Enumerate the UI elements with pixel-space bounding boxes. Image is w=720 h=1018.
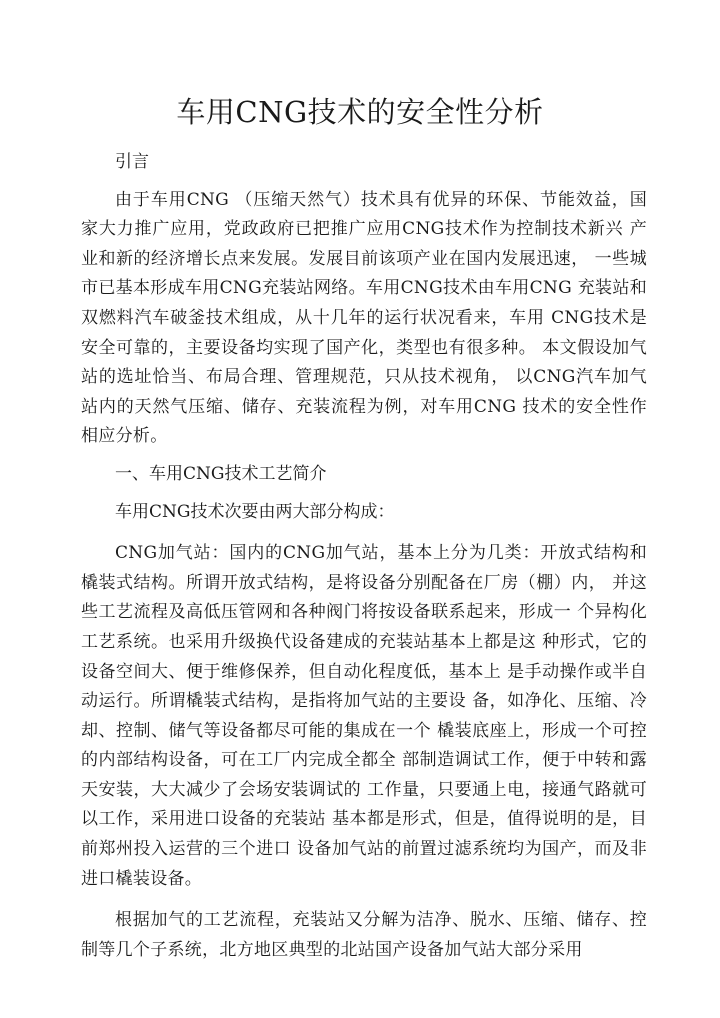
intro-paragraph: 由于车用CNG （压缩天然气）技术具有优异的环保、节能效益，国家大力推广应用，党政政府已把推广应用CNG技术作为控制技术新兴 产业和新的经济增长点来发展。发展目前该项产业在国内发展迅速， 一些城市已基本形成车用CNG充装站网络。车用CNG技术由车用CNG 充装站和双燃料汽车破釜技术组成，从十几年的运行状况看来，车用 CNG技术是安全可靠的，主要设备均实现了国产化，类型也有很多种。 本文假设加气站的选址恰当、布局合理、管理规范，只从技术视角， 以CNG汽车加气站内的天然气压缩、储存、充装流程为例，对车用CNG 技术的安全性作相应分析。: [81, 189, 647, 447]
intro-heading: 引言: [115, 152, 149, 172]
spacer: [81, 490, 647, 498]
process-paragraph: 根据加气的工艺流程，充装站又分解为洁净、脱水、压缩、储存、控制等几个子系统，北方地区典型的北站国产设备加气站大部分采用: [81, 910, 647, 960]
spacer: [81, 452, 647, 460]
document-title: 车用CNG技术的安全性分析: [176, 95, 544, 129]
spacer: [81, 178, 647, 186]
spacer: [81, 527, 647, 539]
spacer: [81, 894, 647, 906]
section1-heading: 一、车用CNG技术工艺简介: [115, 463, 327, 484]
section1-intro: 车用CNG技术次要由两大部分构成：: [115, 501, 395, 522]
station-paragraph: CNG加气站：国内的CNG加气站，基本上分为几类：开放式结构和 橇装式结构。所谓开放式结构，是将设备分别配备在厂房（棚）内， 并这些工艺流程及高低压管网和各种阀门将按设备联系起来，形成一 个异构化工艺系统。也采用升级换代设备建成的充装站基本上都是这 种形式，它的设备空间大、便于维修保养，但自动化程度低，基本上 是手动操作或半自动运行。所谓橇装式结构，是指将加气站的主要设 备，如净化、压缩、冷却、控制、储气等设备都尽可能的集成在一个 橇装底座上，形成一个可控的内部结构设备，可在工厂内完成全都全 部制造调试工作，便于中转和露天安装，大大减少了会场安装调试的 工作量，只要通上电，接通气路就可以工作，采用进口设备的充装站 基本都是形式，但是，值得说明的是，目前郑州投入运营的三个进口 设备加气站的前置过滤系统均为国产，而及非进口橇装设备。: [81, 543, 647, 889]
document-body: [81, 148, 647, 965]
